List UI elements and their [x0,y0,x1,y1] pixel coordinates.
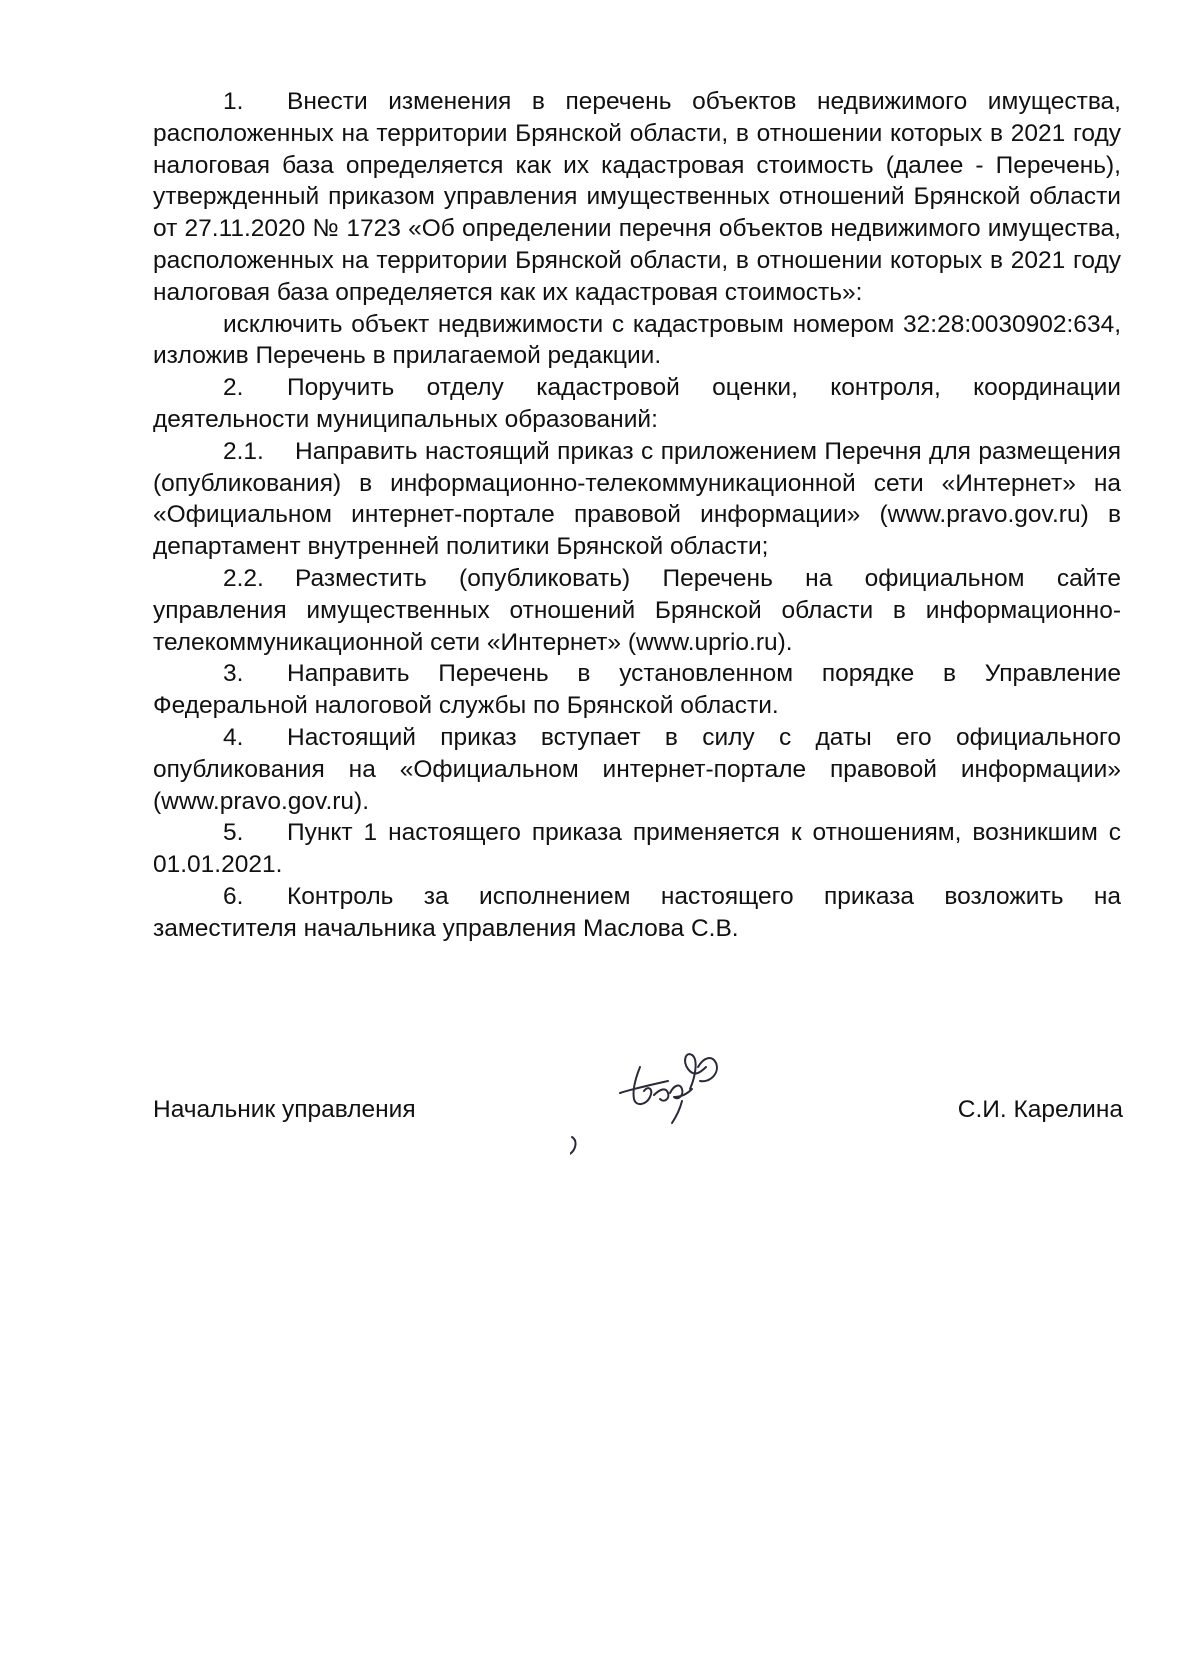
paragraph-text: Контроль за исполнением настоящего приказа возложить на заместителя начальника управления Маслова С.В. [153,882,1121,942]
paragraph-text: Пункт 1 настоящего приказа применяется к отношениям, возникшим с 01.01.2021. [153,819,1121,879]
paragraph-number: 1. [223,88,244,115]
paragraph-2-1 [153,436,1121,563]
signatory-position: Начальник управления [153,1096,416,1123]
paragraph-6 [153,881,1121,945]
paragraph-text: Внести изменения в перечень объектов недвижимого имущества, расположенных на территории Брянской области, в отношении которых в 2021 году налоговая база определяется как их кадастровая стоимость (далее - Перечень), утвержденный приказом управления имущественных отношений Брянской области от 27.11.2020 № 1723 «Об определении перечня объектов недвижимого имущества, расположенных на территории Брянской области, в отношении которых в 2021 году налоговая база определяется как их кадастровая стоимость»: [153,88,1121,306]
paragraph-1 [153,86,1121,309]
paragraph-number: 2.2. [223,564,264,592]
paragraph-3 [153,658,1121,722]
handwritten-signature [570,1045,770,1175]
paragraph-text: Направить Перечень в установленном порядке в Управление Федеральной налоговой службы по Брянской области. [153,660,1121,720]
paragraph-text: Настоящий приказ вступает в силу с даты его официального опубликования на «Официальном интернет-портале правовой информации» (www.pravo.gov.ru). [153,723,1121,815]
document-body [153,86,1121,945]
paragraph-number: 3. [223,660,244,688]
signatory-name: С.И. Карелина [957,1096,1123,1123]
paragraph-number: 5. [223,819,244,847]
paragraph-1-exclusion [153,309,1121,373]
paragraph-number: 2.1. [223,437,264,465]
paragraph-text: исключить объект недвижимости с кадастровым номером 32:28:0030902:634, изложив Перечень в прилагаемой редакции. [153,310,1121,370]
paragraph-4 [153,722,1121,817]
paragraph-2 [153,372,1121,436]
paragraph-text: Направить настоящий приказ с приложением Перечня для размещения (опубликования) в информационно-телекоммуникационной сети «Интернет» на «Официальном интернет-портале правовой информации» (www.pravo.gov.ru) в департамент внутренней политики Брянской области; [153,437,1121,561]
paragraph-number: 2. [223,374,244,402]
paragraph-text: Разместить (опубликовать) Перечень на официальном сайте управления имущественных отношений Брянской области в информационно-телекоммуникационной сети «Интернет» (www.uprio.ru). [153,564,1121,656]
paragraph-text: Поручить отделу кадастровой оценки, контроля, координации деятельности муниципальных образований: [153,374,1121,433]
paragraph-number: 4. [223,723,244,751]
paragraph-5 [153,817,1121,881]
paragraph-2-2 [153,563,1121,658]
paragraph-number: 6. [223,882,244,910]
